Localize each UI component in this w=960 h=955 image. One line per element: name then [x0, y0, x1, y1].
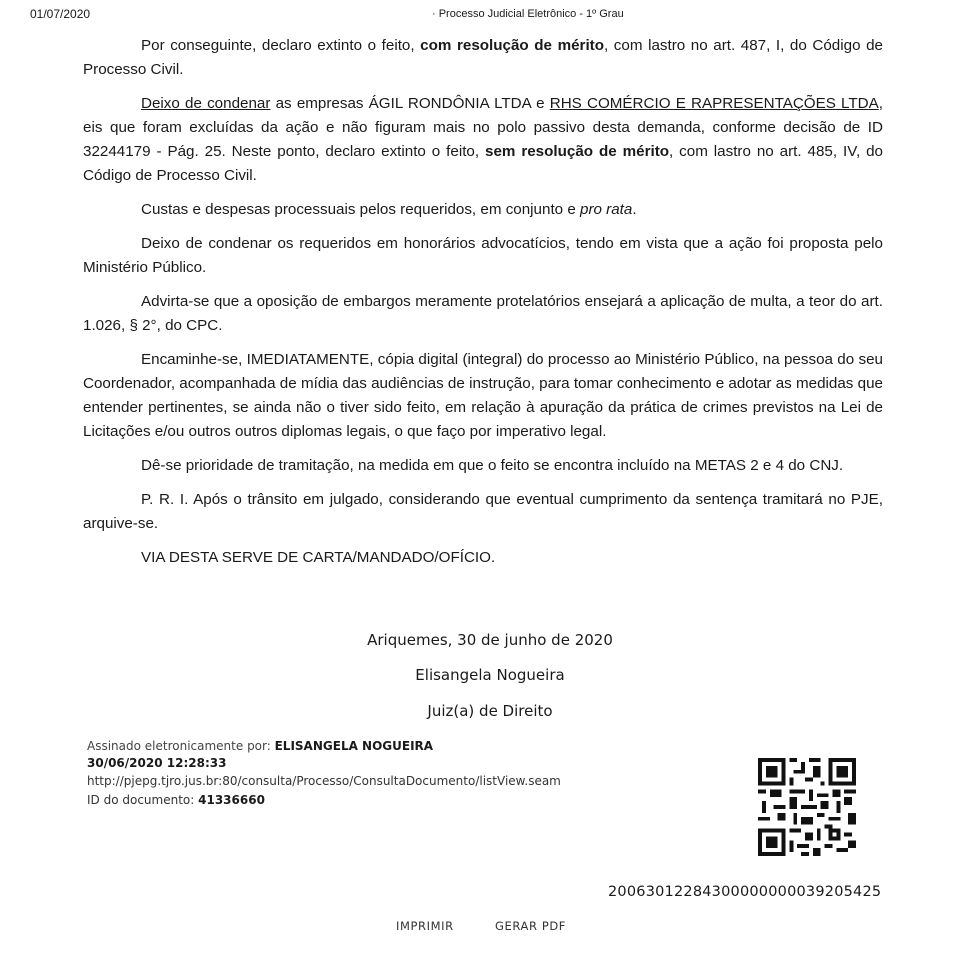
paragraph-3: Custas e despesas processuais pelos requeridos, em conjunto e pro rata.: [141, 201, 637, 218]
document-body: [83, 34, 883, 580]
judge-name: Elisangela Nogueira: [415, 666, 565, 684]
consult-url: http://pjepg.tjro.jus.br:80/consulta/Processo/ConsultaDocumento/listView.seam: [87, 774, 561, 788]
header-date: 01/07/2020: [30, 7, 91, 21]
signer-name: ELISANGELA NOGUEIRA: [274, 739, 434, 753]
paragraph-1: Por conseguinte, declaro extinto o feito, com resolução de mérito, com lastro no art. 487, I, do Código de Processo Civil.: [83, 37, 883, 78]
paragraph-4: Deixo de condenar os requeridos em honorários advocatícios, tendo em vista que a ação foi proposta pelo Ministério Público.: [83, 235, 883, 276]
qr-code: [758, 758, 856, 856]
paragraph-8: P. R. I. Após o trânsito em julgado, considerando que eventual cumprimento da sentença tramitará no PJE, arquive-se.: [83, 491, 883, 532]
paragraph-2: Deixo de condenar as empresas ÁGIL RONDÔNIA LTDA e RHS COMÉRCIO E RAPRESENTAÇÕES LTDA, eis que foram excluídas da ação e não figuram mais no polo passivo desta demanda, conforme decisão de ID 32244179 - Pág. 25. Neste ponto, declaro extinto o feito, sem resolução de mérito, com lastro no art. 485, IV, do Código de Processo Civil.: [83, 95, 883, 184]
print-button[interactable]: IMPRIMIR: [396, 919, 454, 933]
signed-by: Assinado eletronicamente por: ELISANGELA NOGUEIRA: [87, 739, 434, 753]
paragraph-9: VIA DESTA SERVE DE CARTA/MANDADO/OFÍCIO.: [141, 549, 496, 566]
place-date: Ariquemes, 30 de junho de 2020: [367, 631, 613, 649]
signature-datetime: 30/06/2020 12:28:33: [87, 756, 227, 770]
document-number: 20063012284300000000039205425: [608, 884, 882, 900]
paragraph-5: Advirta-se que a oposição de embargos meramente protelatórios ensejará a aplicação de multa, a teor do art. 1.026, § 2°, do CPC.: [83, 293, 883, 334]
generate-pdf-button[interactable]: GERAR PDF: [495, 919, 567, 933]
header-title: · Processo Judicial Eletrônico - 1º Grau: [432, 8, 624, 20]
paragraph-7: Dê-se prioridade de tramitação, na medida em que o feito se encontra incluído na METAS 2 e 4 do CNJ.: [141, 457, 844, 474]
document-id: ID do documento: 41336660: [87, 793, 265, 807]
paragraph-6: Encaminhe-se, IMEDIATAMENTE, cópia digital (integral) do processo ao Ministério Público, na pessoa do seu Coordenador, acompanhada de mídia das audiências de instrução, para tomar conhecimento e adotar as medidas que entender pertinentes, se ainda não o tiver sido feito, em relação à apuração da prática de crimes previstos na Lei de Licitações e/ou outros outros diplomas legais, o que faço por imperativo legal.: [83, 351, 883, 440]
judge-title: Juiz(a) de Direito: [427, 702, 553, 720]
